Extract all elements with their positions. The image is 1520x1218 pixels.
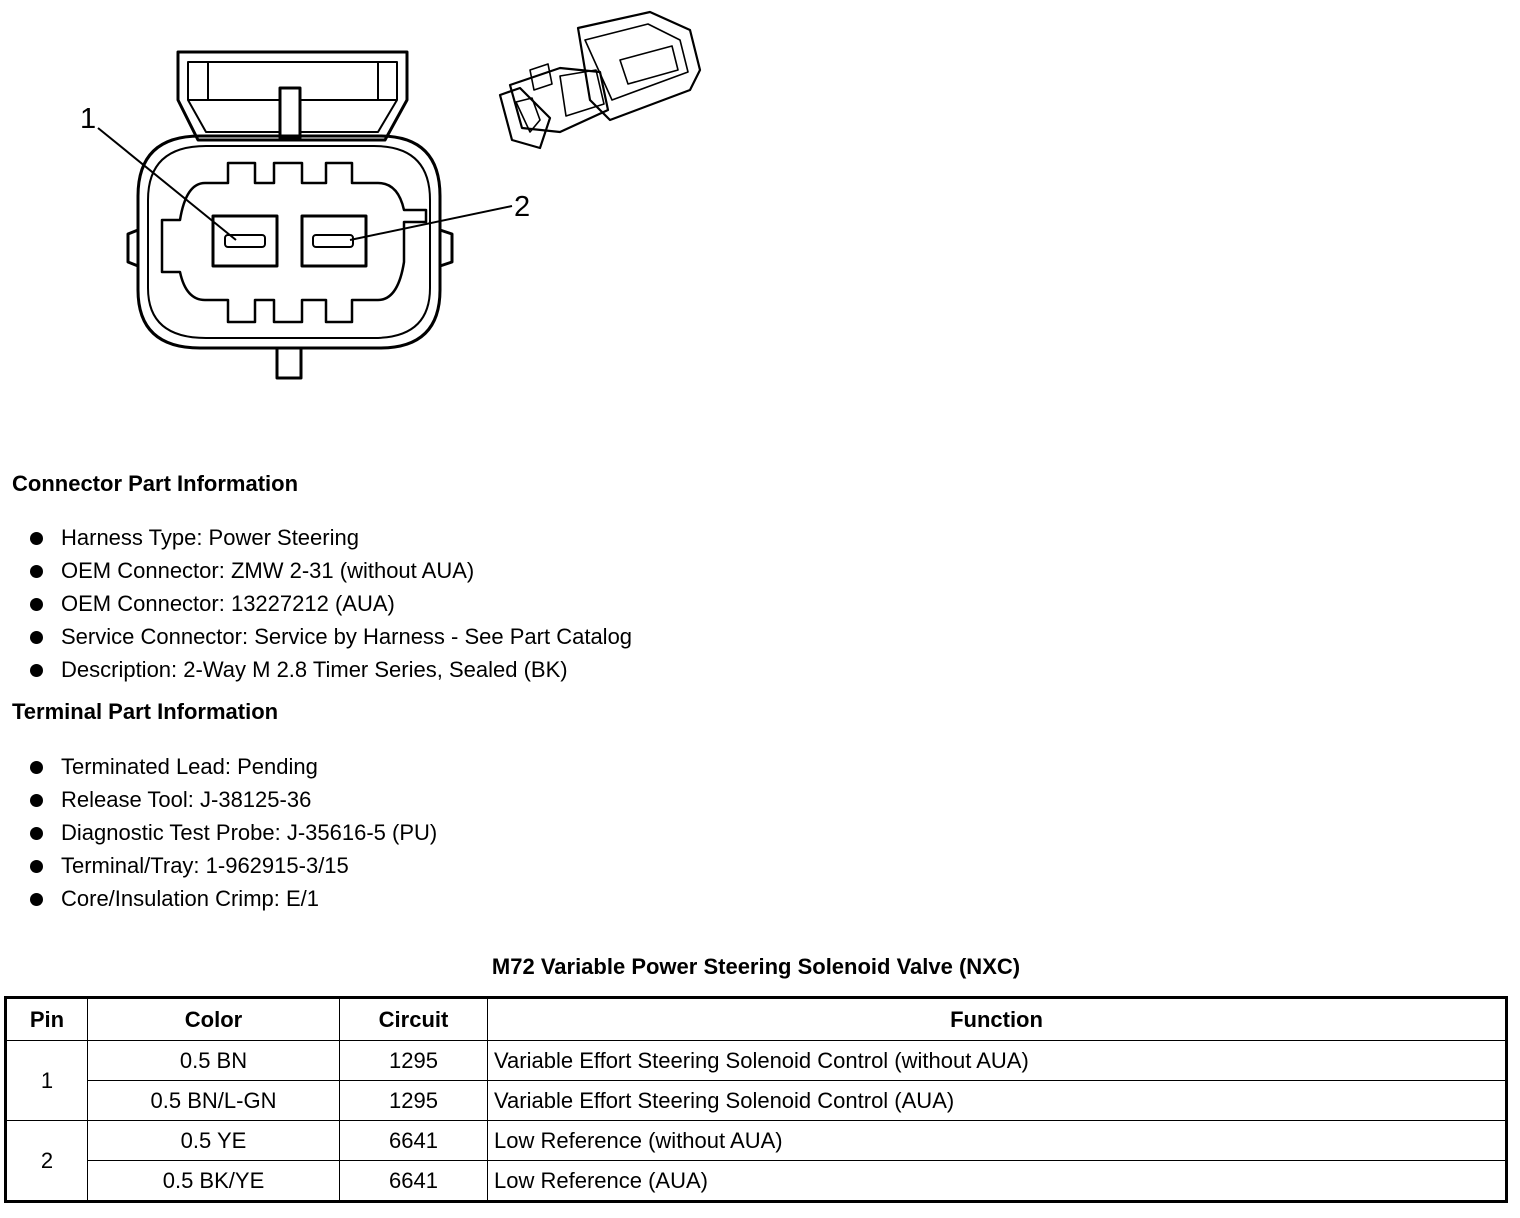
terminal-1 [213, 216, 277, 266]
pin-function: Low Reference (AUA) [488, 1161, 1507, 1202]
list-item: Description: 2-Way M 2.8 Timer Series, Sealed (BK) [28, 655, 632, 688]
header-pin: Pin [6, 998, 88, 1041]
callout-label-1: 1 [80, 103, 97, 135]
table-row [6, 1041, 1507, 1081]
list-item: Diagnostic Test Probe: J-35616-5 (PU) [28, 818, 437, 851]
pin-function: Variable Effort Steering Solenoid Control (without AUA) [488, 1041, 1507, 1081]
connector-info-list [28, 523, 632, 688]
list-item: Terminal/Tray: 1-962915-3/15 [28, 851, 437, 884]
list-item: Terminated Lead: Pending [28, 752, 437, 785]
terminal-2 [302, 216, 366, 266]
pin-function: Variable Effort Steering Solenoid Control (AUA) [488, 1081, 1507, 1121]
pin-table [4, 996, 1508, 1203]
table-row [6, 1121, 1507, 1161]
list-item: OEM Connector: 13227212 (AUA) [28, 589, 632, 622]
circuit-number: 6641 [340, 1121, 488, 1161]
callout-label-2: 2 [514, 191, 531, 223]
wire-color: 0.5 BK/YE [88, 1161, 340, 1202]
terminal-info-title: Terminal Part Information [12, 699, 279, 724]
pin-function: Low Reference (without AUA) [488, 1121, 1507, 1161]
list-item: Service Connector: Service by Harness - See Part Catalog [28, 622, 632, 655]
connector-info-title: Connector Part Information [12, 471, 299, 496]
pin-number: 1 [6, 1041, 88, 1121]
table-header-row [6, 998, 1507, 1041]
header-circuit: Circuit [340, 998, 488, 1041]
table-row [6, 1081, 1507, 1121]
list-item: Release Tool: J-38125-36 [28, 785, 437, 818]
list-item: Harness Type: Power Steering [28, 523, 632, 556]
connector-illustration [0, 0, 760, 400]
connector-latch [178, 52, 407, 140]
pin-table-title: M72 Variable Power Steering Solenoid Valve (NXC) [491, 954, 1021, 979]
pin-number: 2 [6, 1121, 88, 1202]
circuit-number: 1295 [340, 1041, 488, 1081]
header-function: Function [488, 998, 1507, 1041]
wire-color: 0.5 YE [88, 1121, 340, 1161]
header-color: Color [88, 998, 340, 1041]
list-item: OEM Connector: ZMW 2-31 (without AUA) [28, 556, 632, 589]
terminal-info-list [28, 752, 437, 917]
table-row [6, 1161, 1507, 1202]
terminal-cavity-outline [162, 163, 426, 322]
wire-color: 0.5 BN [88, 1041, 340, 1081]
connector-body-thumbnail [500, 12, 700, 148]
circuit-number: 6641 [340, 1161, 488, 1202]
wire-color: 0.5 BN/L-GN [88, 1081, 340, 1121]
list-item: Core/Insulation Crimp: E/1 [28, 884, 437, 917]
circuit-number: 1295 [340, 1081, 488, 1121]
